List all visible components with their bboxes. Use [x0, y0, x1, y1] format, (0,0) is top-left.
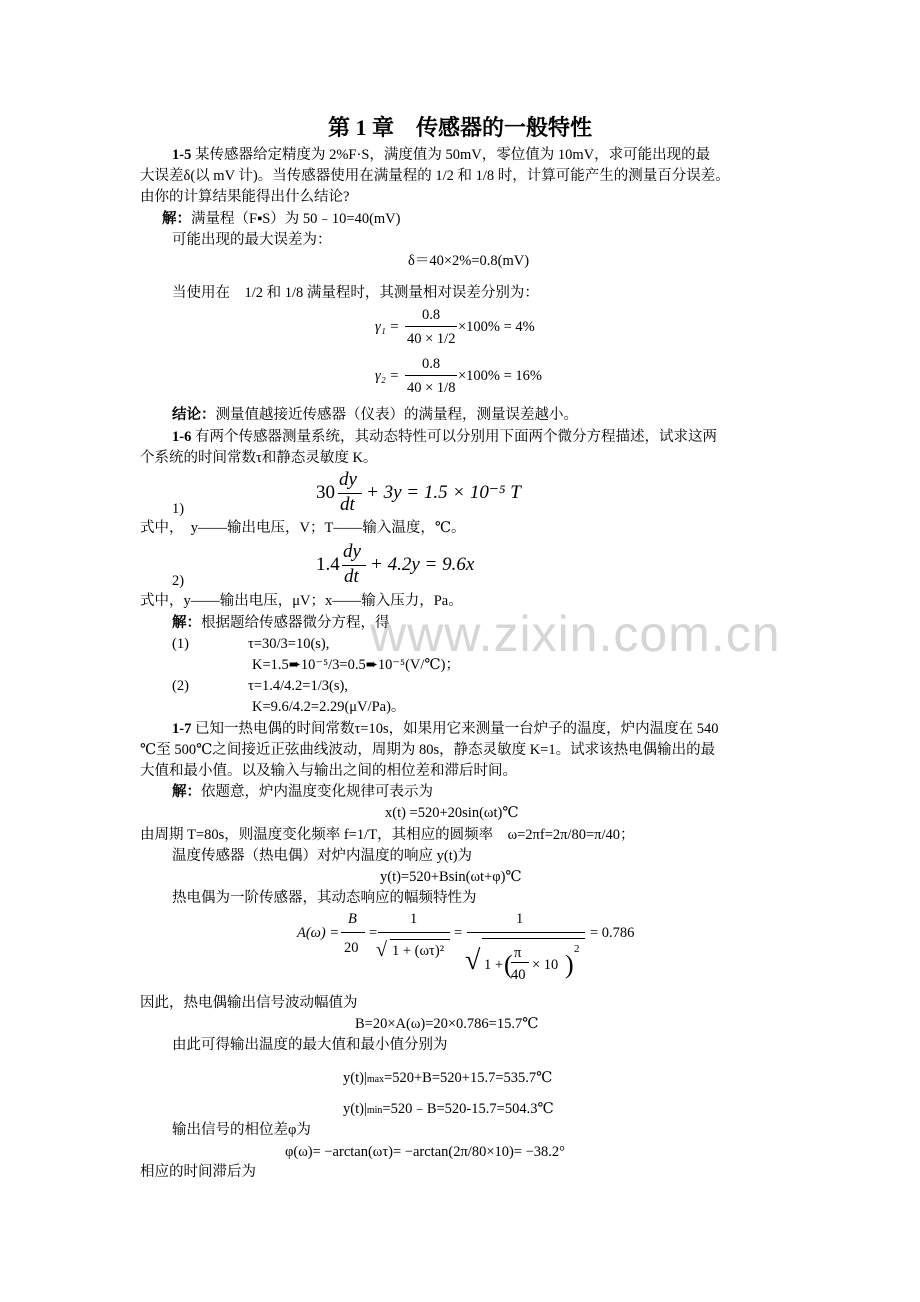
amp-lhs: A(ω) = [297, 925, 340, 941]
max-lhs: y(t)| [343, 1070, 367, 1086]
gamma1-rhs: ×100% = 4% [458, 319, 535, 335]
min-formula [343, 1100, 554, 1120]
chapter-title: 第 1 章 传感器的一般特性 [327, 115, 592, 140]
fraction-bar [467, 932, 585, 933]
watermark: www.zixin.com.cn [370, 606, 781, 662]
eq1-rhs: + 3y = 1.5 × 10⁻⁵ T [366, 482, 521, 503]
result-2b: K=9.6/4.2=2.29(μV/Pa)。 [252, 699, 406, 715]
conclusion-label: 结论： [172, 407, 216, 423]
amp-f1-numerator: B [348, 911, 357, 927]
fraction-bar [405, 375, 457, 376]
input-temperature-formula: x(t) =520+20sin(ωt)℃ [385, 805, 519, 821]
fraction-bar [378, 932, 450, 933]
eq2-rhs: + 4.2y = 9.6x [370, 554, 475, 575]
amp-f3-denominator-prefix: 1 + [484, 957, 504, 973]
problem-1-7-line1 [172, 720, 719, 738]
problem-number: 1-6 [172, 429, 192, 445]
solution-label: 解： [172, 615, 201, 631]
gamma1-fraction [405, 306, 457, 324]
max-subscript: max [366, 1074, 385, 1085]
problem-1-5-line1 [172, 146, 710, 164]
paren-right: ) [565, 950, 574, 979]
sqrt-icon: √ [465, 945, 481, 976]
result-label-1: (1) [172, 636, 189, 652]
problem-number: 1-5 [172, 147, 192, 163]
max-rhs: =520+B=520+15.7=535.7℃ [384, 1070, 553, 1086]
eq1-label: 1) [172, 501, 185, 517]
solution-1-5-line4: 当使用在 1/2 和 1/8 满量程时，其测量相对误差分别为： [172, 285, 539, 301]
amp-eq2: = [454, 925, 463, 941]
amp-f1-denominator: 20 [344, 940, 359, 956]
problem-text: 有两个传感器测量系统，其动态特性可以分别用下面两个微分方程描述，试求这两 [194, 429, 717, 445]
sqrt-bar [390, 939, 450, 940]
fraction-denominator: 40 × 1/2 [407, 331, 456, 347]
problem-number: 1-7 [172, 721, 192, 737]
amp-f3-denominator-suffix: × 10 [532, 957, 559, 973]
lag-intro: 相应的时间滞后为 [140, 1164, 256, 1180]
amplitude-intro: 热电偶为一阶传感器，其动态响应的幅频特性为 [172, 890, 477, 906]
min-lhs: y(t)| [343, 1101, 367, 1117]
amplitude-formula: B=20×A(ω)=20×0.786=15.7℃ [355, 1016, 539, 1032]
result-label-2: (2) [172, 678, 189, 694]
paren-left: ( [504, 950, 513, 979]
fraction-numerator: 0.8 [421, 307, 441, 323]
phase-formula: φ(ω)= −arctan(ωτ)= −arctan(2π/80×10)= −38.2° [285, 1144, 565, 1160]
solution-1-6-line1 [172, 614, 390, 632]
fraction-bar [341, 932, 365, 933]
sqrt-icon: √ [376, 939, 387, 961]
fraction-bar [511, 962, 529, 963]
eq2-denominator: dt [344, 566, 359, 587]
fraction-numerator: 0.8 [421, 356, 441, 372]
gamma2-fraction [405, 355, 457, 373]
amplitude-text: 因此，热电偶输出信号波动幅值为 [140, 995, 358, 1011]
fraction-denominator: 40 × 1/8 [407, 380, 456, 396]
solution-1-7-line1 [172, 783, 433, 801]
eq1-note: 式中， y——输出电压，V；T——输入温度，℃。 [140, 520, 466, 536]
amp-f2-numerator: 1 [410, 911, 418, 927]
solution-text: 依题意，炉内温度变化规律可表示为 [201, 784, 433, 800]
result-2a: τ=1.4/4.2=1/3(s), [248, 678, 348, 694]
result-1b: K=1.5➨10⁻⁵/3=0.5➨10⁻⁵(V/℃)； [252, 657, 460, 673]
pi-numerator: π [514, 945, 522, 961]
problem-text: 已知一热电偶的时间常数τ=10s，如果用它来测量一台炉子的温度，炉内温度在 540 [194, 721, 719, 737]
problem-1-7-line3: 大值和最小值。以及输入与输出之间的相位差和滞后时间。 [140, 763, 517, 779]
max-formula [343, 1069, 552, 1089]
eq2-note: 式中，y——输出电压，μV；x——输入压力，Pa。 [140, 593, 463, 609]
result-1a: τ=30/3=10(s), [248, 636, 330, 652]
amp-f2-denominator: 1 + (ωτ)² [392, 943, 445, 959]
solution-label: 解： [162, 211, 191, 227]
solution-1-5-line1 [162, 210, 400, 228]
amp-f3-numerator: 1 [516, 911, 524, 927]
gamma2-lhs: γ₂ = [375, 368, 400, 384]
problem-1-6-line2: 个系统的时间常数τ和静态灵敏度 K。 [140, 450, 378, 466]
sqrt-bar [482, 938, 585, 939]
problem-1-5-line3: 由你的计算结果能得出什么结论? [140, 189, 350, 205]
conclusion-1-5 [172, 406, 578, 424]
eq2-numerator: dy [343, 541, 361, 562]
eq1-coef: 30 [316, 482, 335, 503]
exponent: 2 [574, 943, 580, 955]
gamma1-lhs: γ₁ = [375, 319, 400, 335]
output-temperature-formula: y(t)=520+Bsin(ωt+φ)℃ [380, 869, 522, 885]
eq2-label: 2) [172, 573, 185, 589]
eq1-numerator: dy [339, 469, 357, 490]
solution-text: 根据题给传感器微分方程，得 [201, 615, 390, 631]
min-subscript: min [366, 1105, 383, 1116]
solution-label: 解： [172, 784, 201, 800]
response-text: 温度传感器（热电偶）对炉内温度的响应 y(t)为 [172, 848, 473, 864]
eq1-denominator: dt [340, 494, 355, 515]
solution-text: 满量程（F▪S）为 50﹣10=40(mV) [191, 211, 401, 227]
problem-text: 某传感器给定精度为 2%F·S，满度值为 50mV，零位值为 10mV，求可能出现的最 [194, 147, 711, 163]
solution-1-5-delta: δ＝40×2%=0.8(mV) [408, 253, 530, 269]
amp-eq1: = [369, 925, 378, 941]
problem-1-7-line2: ℃至 500℃之间接近正弦曲线波动，周期为 80s，静态灵敏度 K=1。试求该热电偶输出的最 [140, 742, 716, 758]
pi-denominator: 40 [511, 967, 526, 983]
gamma2-rhs: ×100% = 16% [458, 368, 543, 384]
amp-rhs: = 0.786 [590, 925, 635, 941]
eq2-coef: 1.4 [316, 554, 340, 575]
conclusion-text: 测量值越接近传感器（仪表）的满量程，测量误差越小。 [215, 407, 578, 423]
solution-1-5-line2: 可能出现的最大误差为： [172, 232, 332, 248]
problem-1-6-line1 [172, 428, 717, 446]
fraction-bar [405, 326, 457, 327]
problem-1-5-line2: 大误差δ(以 mV 计)。当传感器使用在满量程的 1/2 和 1/8 时，计算可能产生的测量百分误差。 [140, 168, 730, 184]
frequency-text: 由周期 T=80s，则温度变化频率 f=1/T，其相应的圆频率 ω=2πf=2π/80=π/40； [140, 827, 635, 843]
phase-intro: 输出信号的相位差φ为 [172, 1122, 311, 1138]
min-rhs: =520﹣B=520-15.7=504.3℃ [382, 1101, 554, 1117]
maxmin-intro: 由此可得输出温度的最大值和最小值分别为 [172, 1037, 448, 1053]
